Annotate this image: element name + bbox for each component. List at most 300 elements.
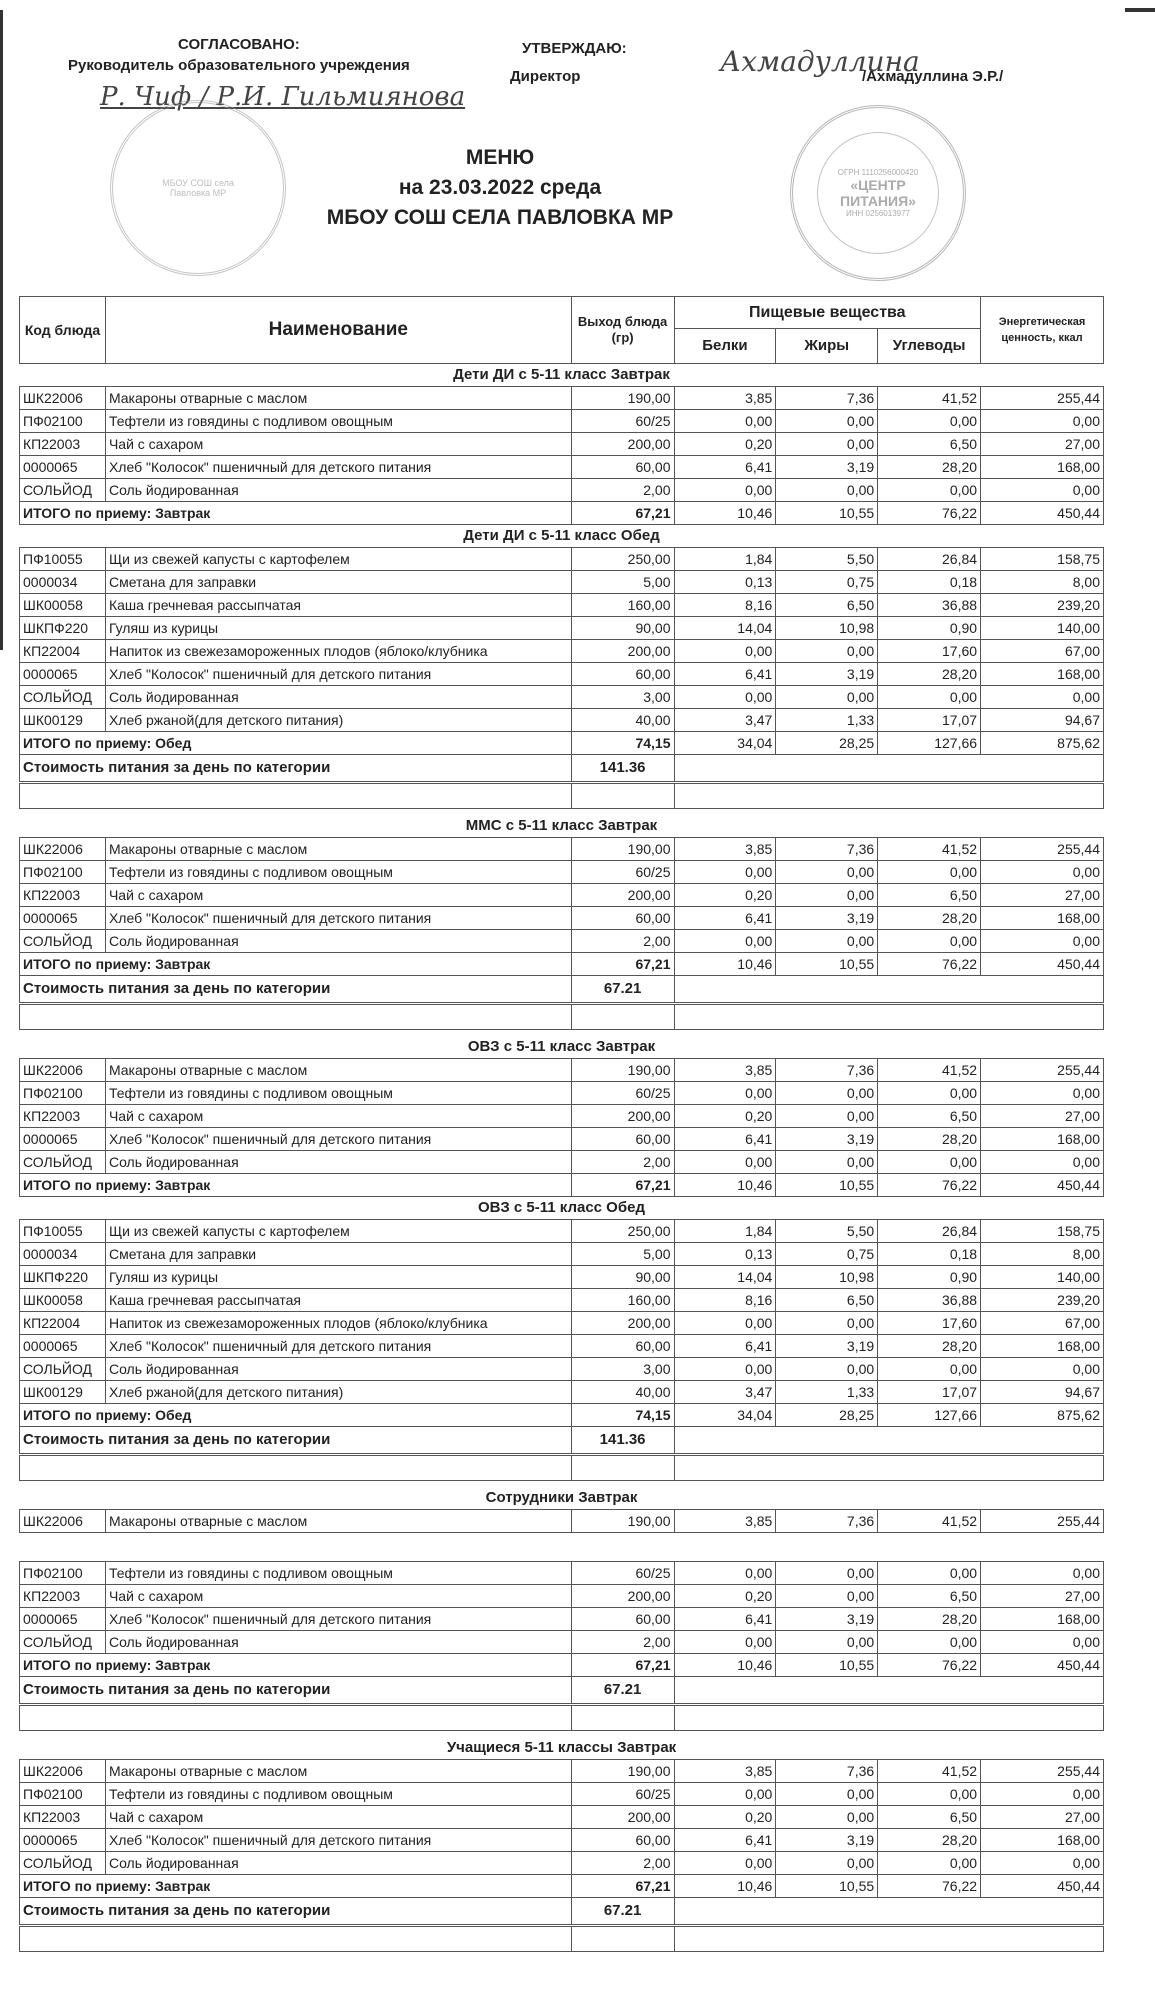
dish-output: 200,00	[571, 1585, 674, 1608]
dish-output: 3,00	[571, 686, 674, 709]
carbs-value: 0,00	[878, 1358, 981, 1381]
daily-cost-empty	[674, 755, 1104, 783]
total-output: 74,15	[571, 1404, 674, 1427]
total-energy: 450,44	[981, 953, 1104, 976]
total-energy: 450,44	[981, 1875, 1104, 1898]
dish-output: 200,00	[571, 433, 674, 456]
blank-cell	[571, 1926, 674, 1952]
menu-item-row	[20, 410, 1104, 433]
protein-value: 8,16	[674, 594, 776, 617]
dish-output: 60,00	[571, 456, 674, 479]
energy-value: 0,00	[981, 861, 1104, 884]
total-protein: 34,04	[674, 732, 776, 755]
blank-cell	[20, 1004, 572, 1030]
daily-cost-label: Стоимость питания за день по категории	[20, 1677, 572, 1705]
dish-name: Щи из свежей капусты с картофелем	[105, 1220, 571, 1243]
col-code: Код блюда	[20, 297, 106, 364]
menu-item-row	[20, 1585, 1104, 1608]
school-stamp-text: МБОУ СОШ села Павловка МР	[162, 178, 234, 198]
menu-item-row	[20, 663, 1104, 686]
daily-cost-value: 67.21	[571, 976, 674, 1004]
energy-value: 27,00	[981, 1806, 1104, 1829]
menu-item-row	[20, 1059, 1104, 1082]
dish-output: 60,00	[571, 1128, 674, 1151]
scan-edge-mark	[0, 10, 3, 650]
dish-name: Гуляш из курицы	[105, 1266, 571, 1289]
total-row	[20, 502, 1104, 525]
energy-value: 0,00	[981, 1082, 1104, 1105]
dish-code: ШК22006	[20, 1760, 106, 1783]
menu-item-row	[20, 1289, 1104, 1312]
daily-cost-empty	[674, 1677, 1104, 1705]
total-carbs: 76,22	[878, 953, 981, 976]
energy-value: 168,00	[981, 907, 1104, 930]
energy-value: 8,00	[981, 571, 1104, 594]
total-row	[20, 1654, 1104, 1677]
fat-value: 7,36	[776, 838, 878, 861]
fat-value: 3,19	[776, 663, 878, 686]
fat-value: 0,00	[776, 1783, 878, 1806]
gap-cell	[20, 1952, 1104, 1959]
fat-value: 3,19	[776, 1128, 878, 1151]
carbs-value: 28,20	[878, 1829, 981, 1852]
menu-item-row	[20, 709, 1104, 732]
total-label: ИТОГО по приему: Завтрак	[20, 953, 572, 976]
blank-row	[20, 1455, 1104, 1481]
dish-code: СОЛЬЙОД	[20, 930, 106, 953]
total-fat: 10,55	[776, 953, 878, 976]
dish-code: ШК22006	[20, 1510, 106, 1533]
dish-code: 0000065	[20, 1608, 106, 1631]
dish-name: Макароны отварные с маслом	[105, 387, 571, 410]
dish-name: Напиток из свежезамороженных плодов (яблоко/клубника	[105, 640, 571, 663]
gap-cell	[20, 1533, 1104, 1562]
daily-cost-empty	[674, 1898, 1104, 1926]
energy-value: 0,00	[981, 1562, 1104, 1585]
energy-value: 94,67	[981, 709, 1104, 732]
energy-value: 255,44	[981, 838, 1104, 861]
fat-value: 3,19	[776, 1829, 878, 1852]
dish-code: 0000034	[20, 571, 106, 594]
daily-cost-value: 141.36	[571, 1427, 674, 1455]
fat-value: 3,19	[776, 1335, 878, 1358]
protein-value: 1,84	[674, 548, 776, 571]
energy-value: 0,00	[981, 686, 1104, 709]
scan-corner-mark	[1125, 8, 1155, 12]
dish-name: Напиток из свежезамороженных плодов (яблоко/клубника	[105, 1312, 571, 1335]
protein-value: 0,20	[674, 433, 776, 456]
carbs-value: 6,50	[878, 433, 981, 456]
fat-value: 3,19	[776, 907, 878, 930]
dish-name: Чай с сахаром	[105, 1585, 571, 1608]
protein-value: 14,04	[674, 617, 776, 640]
energy-value: 168,00	[981, 1608, 1104, 1631]
protein-value: 0,00	[674, 1852, 776, 1875]
dish-code: ШКПФ220	[20, 617, 106, 640]
dish-output: 60/25	[571, 410, 674, 433]
dish-name: Хлеб "Колосок" пшеничный для детского питания	[105, 1335, 571, 1358]
menu-item-row	[20, 861, 1104, 884]
blank-cell	[674, 1705, 1104, 1731]
fat-value: 0,00	[776, 1806, 878, 1829]
dish-code: СОЛЬЙОД	[20, 686, 106, 709]
dish-name: Сметана для заправки	[105, 1243, 571, 1266]
dish-output: 200,00	[571, 1105, 674, 1128]
carbs-value: 0,00	[878, 1783, 981, 1806]
dish-name: Хлеб "Колосок" пшеничный для детского питания	[105, 456, 571, 479]
protein-value: 0,00	[674, 1631, 776, 1654]
dish-name: Хлеб "Колосок" пшеничный для детского питания	[105, 1128, 571, 1151]
fat-value: 7,36	[776, 387, 878, 410]
energy-value: 255,44	[981, 1760, 1104, 1783]
menu-item-row	[20, 617, 1104, 640]
carbs-value: 0,00	[878, 686, 981, 709]
protein-value: 0,00	[674, 1358, 776, 1381]
daily-cost-row	[20, 1427, 1104, 1455]
energy-value: 0,00	[981, 1151, 1104, 1174]
confirm-role: Директор	[510, 68, 581, 85]
dish-output: 160,00	[571, 1289, 674, 1312]
dish-output: 5,00	[571, 1243, 674, 1266]
total-fat: 10,55	[776, 1174, 878, 1197]
menu-item-row	[20, 1806, 1104, 1829]
carbs-value: 28,20	[878, 907, 981, 930]
dish-code: КП22003	[20, 1585, 106, 1608]
total-protein: 10,46	[674, 953, 776, 976]
menu-item-row	[20, 884, 1104, 907]
dish-code: 0000065	[20, 1829, 106, 1852]
carbs-value: 41,52	[878, 1510, 981, 1533]
carbs-value: 17,60	[878, 640, 981, 663]
total-fat: 10,55	[776, 1654, 878, 1677]
total-output: 74,15	[571, 732, 674, 755]
carbs-value: 41,52	[878, 387, 981, 410]
total-carbs: 127,66	[878, 732, 981, 755]
fat-value: 0,00	[776, 1105, 878, 1128]
fat-value: 0,00	[776, 1585, 878, 1608]
protein-value: 0,20	[674, 884, 776, 907]
dish-name: Соль йодированная	[105, 686, 571, 709]
total-carbs: 76,22	[878, 502, 981, 525]
carbs-value: 0,00	[878, 930, 981, 953]
dish-code: ПФ02100	[20, 1082, 106, 1105]
protein-value: 6,41	[674, 1128, 776, 1151]
dish-code: КП22004	[20, 640, 106, 663]
col-nutrients: Пищевые вещества	[674, 297, 981, 329]
fat-value: 0,00	[776, 1852, 878, 1875]
carbs-value: 6,50	[878, 1105, 981, 1128]
col-protein: Белки	[674, 329, 776, 364]
blank-row	[20, 783, 1104, 809]
protein-value: 14,04	[674, 1266, 776, 1289]
dish-code: 0000065	[20, 907, 106, 930]
dish-name: Соль йодированная	[105, 479, 571, 502]
total-label: ИТОГО по приему: Завтрак	[20, 1875, 572, 1898]
dish-name: Тефтели из говядины с подливом овощным	[105, 1562, 571, 1585]
dish-output: 190,00	[571, 1059, 674, 1082]
daily-cost-row	[20, 976, 1104, 1004]
dish-name: Тефтели из говядины с подливом овощным	[105, 410, 571, 433]
dish-name: Гуляш из курицы	[105, 617, 571, 640]
dish-name: Чай с сахаром	[105, 1105, 571, 1128]
stamp-inn: ИНН 0256013977	[845, 209, 911, 218]
menu-item-row	[20, 1631, 1104, 1654]
col-energy: Энергетическая ценность, ккал	[981, 297, 1104, 364]
carbs-value: 0,00	[878, 861, 981, 884]
carbs-value: 36,88	[878, 1289, 981, 1312]
dish-output: 2,00	[571, 1151, 674, 1174]
protein-value: 0,13	[674, 1243, 776, 1266]
dish-output: 190,00	[571, 1510, 674, 1533]
energy-value: 94,67	[981, 1381, 1104, 1404]
carbs-value: 28,20	[878, 1608, 981, 1631]
dish-name: Макароны отварные с маслом	[105, 1760, 571, 1783]
fat-value: 0,00	[776, 433, 878, 456]
carbs-value: 41,52	[878, 1059, 981, 1082]
protein-value: 0,00	[674, 1151, 776, 1174]
approved-signature: Р. Чиф / Р.И. Гильмиянова	[100, 82, 466, 112]
daily-cost-label: Стоимость питания за день по категории	[20, 1427, 572, 1455]
total-row	[20, 1875, 1104, 1898]
protein-value: 0,20	[674, 1585, 776, 1608]
dish-code: ШК22006	[20, 1059, 106, 1082]
dish-output: 60,00	[571, 1829, 674, 1852]
protein-value: 8,16	[674, 1289, 776, 1312]
dish-code: ПФ10055	[20, 548, 106, 571]
protein-value: 0,00	[674, 479, 776, 502]
menu-item-row	[20, 1829, 1104, 1852]
menu-item-row	[20, 548, 1104, 571]
protein-value: 3,85	[674, 1510, 776, 1533]
energy-value: 140,00	[981, 617, 1104, 640]
dish-name: Щи из свежей капусты с картофелем	[105, 548, 571, 571]
fat-value: 0,00	[776, 1312, 878, 1335]
dish-name: Хлеб ржаной(для детского питания)	[105, 1381, 571, 1404]
dish-output: 90,00	[571, 617, 674, 640]
carbs-value: 41,52	[878, 838, 981, 861]
carbs-value: 0,00	[878, 479, 981, 502]
dish-name: Соль йодированная	[105, 1631, 571, 1654]
dish-name: Хлеб "Колосок" пшеничный для детского питания	[105, 1608, 571, 1631]
carbs-value: 17,60	[878, 1312, 981, 1335]
dish-output: 250,00	[571, 548, 674, 571]
protein-value: 0,20	[674, 1105, 776, 1128]
menu-item-row	[20, 387, 1104, 410]
fat-value: 10,98	[776, 617, 878, 640]
dish-output: 60,00	[571, 663, 674, 686]
dish-output: 2,00	[571, 479, 674, 502]
section-title: ОВЗ с 5-11 класс Обед	[478, 1199, 645, 1216]
daily-cost-row	[20, 1898, 1104, 1926]
energy-value: 27,00	[981, 884, 1104, 907]
carbs-value: 6,50	[878, 1806, 981, 1829]
section-title: Дети ДИ с 5-11 класс Завтрак	[453, 366, 670, 383]
carbs-value: 41,52	[878, 1760, 981, 1783]
dish-output: 60/25	[571, 861, 674, 884]
dish-name: Макароны отварные с маслом	[105, 838, 571, 861]
carbs-value: 6,50	[878, 884, 981, 907]
menu-item-row	[20, 1128, 1104, 1151]
dish-name: Сметана для заправки	[105, 571, 571, 594]
energy-value: 67,00	[981, 640, 1104, 663]
energy-value: 0,00	[981, 479, 1104, 502]
daily-cost-empty	[674, 976, 1104, 1004]
dish-code: ПФ10055	[20, 1220, 106, 1243]
total-protein: 34,04	[674, 1404, 776, 1427]
dish-name: Тефтели из говядины с подливом овощным	[105, 1783, 571, 1806]
dish-code: ШКПФ220	[20, 1266, 106, 1289]
total-energy: 450,44	[981, 502, 1104, 525]
school-name: МБОУ СОШ СЕЛА ПАВЛОВКА МР	[326, 206, 674, 229]
protein-value: 0,00	[674, 1082, 776, 1105]
fat-value: 6,50	[776, 594, 878, 617]
total-energy: 450,44	[981, 1654, 1104, 1677]
dish-output: 200,00	[571, 1806, 674, 1829]
menu-item-row	[20, 1082, 1104, 1105]
carbs-value: 28,20	[878, 456, 981, 479]
dish-code: 0000065	[20, 1335, 106, 1358]
menu-item-row	[20, 456, 1104, 479]
blank-cell	[674, 1004, 1104, 1030]
protein-value: 6,41	[674, 907, 776, 930]
dish-code: ПФ02100	[20, 1783, 106, 1806]
dish-code: ПФ02100	[20, 1562, 106, 1585]
fat-value: 0,00	[776, 884, 878, 907]
menu-item-row	[20, 686, 1104, 709]
section-header	[20, 1487, 1104, 1510]
carbs-value: 0,00	[878, 1562, 981, 1585]
dish-name: Чай с сахаром	[105, 884, 571, 907]
blank-cell	[20, 783, 572, 809]
dish-code: 0000065	[20, 1128, 106, 1151]
dish-name: Каша гречневая рассыпчатая	[105, 1289, 571, 1312]
menu-item-row	[20, 1510, 1104, 1533]
dish-code: ШК22006	[20, 387, 106, 410]
dish-name: Соль йодированная	[105, 1852, 571, 1875]
energy-value: 0,00	[981, 1783, 1104, 1806]
dish-code: 0000065	[20, 456, 106, 479]
total-output: 67,21	[571, 1174, 674, 1197]
protein-value: 3,85	[674, 387, 776, 410]
total-output: 67,21	[571, 953, 674, 976]
menu-item-row	[20, 479, 1104, 502]
blank-cell	[20, 1926, 572, 1952]
section-title: ММС с 5-11 класс Завтрак	[465, 817, 658, 834]
protein-value: 0,00	[674, 1783, 776, 1806]
dish-name: Соль йодированная	[105, 1358, 571, 1381]
total-carbs: 76,22	[878, 1654, 981, 1677]
menu-title: МЕНЮ	[465, 146, 535, 169]
stamp-center-text: «ЦЕНТР ПИТАНИЯ»	[840, 177, 916, 209]
dish-code: 0000034	[20, 1243, 106, 1266]
energy-value: 0,00	[981, 1852, 1104, 1875]
menu-item-row	[20, 1381, 1104, 1404]
daily-cost-label: Стоимость питания за день по категории	[20, 755, 572, 783]
dish-output: 200,00	[571, 884, 674, 907]
fat-value: 0,00	[776, 930, 878, 953]
carbs-value: 28,20	[878, 1128, 981, 1151]
protein-value: 3,85	[674, 1059, 776, 1082]
section-header	[20, 1197, 1104, 1220]
energy-value: 0,00	[981, 930, 1104, 953]
col-fat: Жиры	[776, 329, 878, 364]
dish-code: ШК00058	[20, 594, 106, 617]
dish-output: 60,00	[571, 1608, 674, 1631]
dish-output: 90,00	[571, 1266, 674, 1289]
energy-value: 168,00	[981, 456, 1104, 479]
blank-cell	[674, 1926, 1104, 1952]
dish-output: 2,00	[571, 1852, 674, 1875]
dish-name: Соль йодированная	[105, 930, 571, 953]
dish-name: Макароны отварные с маслом	[105, 1059, 571, 1082]
col-carbs: Углеводы	[878, 329, 981, 364]
protein-value: 3,47	[674, 709, 776, 732]
menu-item-row	[20, 571, 1104, 594]
fat-value: 7,36	[776, 1510, 878, 1533]
fat-value: 6,50	[776, 1289, 878, 1312]
menu-item-row	[20, 1151, 1104, 1174]
protein-value: 0,00	[674, 1562, 776, 1585]
fat-value: 7,36	[776, 1760, 878, 1783]
fat-value: 10,98	[776, 1266, 878, 1289]
dish-name: Хлеб "Колосок" пшеничный для детского питания	[105, 907, 571, 930]
dish-output: 200,00	[571, 1312, 674, 1335]
section-header	[20, 364, 1104, 387]
dish-name: Тефтели из говядины с подливом овощным	[105, 861, 571, 884]
carbs-value: 0,00	[878, 1631, 981, 1654]
energy-value: 0,00	[981, 410, 1104, 433]
menu-item-row	[20, 1220, 1104, 1243]
dish-name: Чай с сахаром	[105, 1806, 571, 1829]
fat-value: 3,19	[776, 456, 878, 479]
dish-code: ШК00058	[20, 1289, 106, 1312]
daily-cost-value: 141.36	[571, 755, 674, 783]
carbs-value: 0,00	[878, 410, 981, 433]
blank-cell	[20, 1705, 572, 1731]
fat-value: 0,75	[776, 1243, 878, 1266]
fat-value: 0,00	[776, 1562, 878, 1585]
protein-value: 3,85	[674, 838, 776, 861]
dish-code: ПФ02100	[20, 861, 106, 884]
dish-code: СОЛЬЙОД	[20, 1852, 106, 1875]
dish-code: ШК22006	[20, 838, 106, 861]
dish-code: 0000065	[20, 663, 106, 686]
menu-table	[19, 296, 1104, 1958]
fat-value: 7,36	[776, 1059, 878, 1082]
section-title: Сотрудники Завтрак	[485, 1489, 638, 1506]
carbs-value: 17,07	[878, 709, 981, 732]
energy-value: 0,00	[981, 1631, 1104, 1654]
total-energy: 875,62	[981, 732, 1104, 755]
dish-name: Хлеб "Колосок" пшеничный для детского питания	[105, 663, 571, 686]
total-protein: 10,46	[674, 1654, 776, 1677]
carbs-value: 0,90	[878, 1266, 981, 1289]
daily-cost-value: 67.21	[571, 1898, 674, 1926]
fat-value: 0,00	[776, 1151, 878, 1174]
total-output: 67,21	[571, 1875, 674, 1898]
blank-cell	[674, 1455, 1104, 1481]
carbs-value: 26,84	[878, 1220, 981, 1243]
energy-value: 27,00	[981, 433, 1104, 456]
protein-value: 0,00	[674, 930, 776, 953]
menu-item-row	[20, 594, 1104, 617]
carbs-value: 17,07	[878, 1381, 981, 1404]
total-energy: 450,44	[981, 1174, 1104, 1197]
carbs-value: 0,00	[878, 1151, 981, 1174]
table-gap	[20, 1952, 1104, 1959]
total-protein: 10,46	[674, 1174, 776, 1197]
menu-item-row	[20, 1243, 1104, 1266]
